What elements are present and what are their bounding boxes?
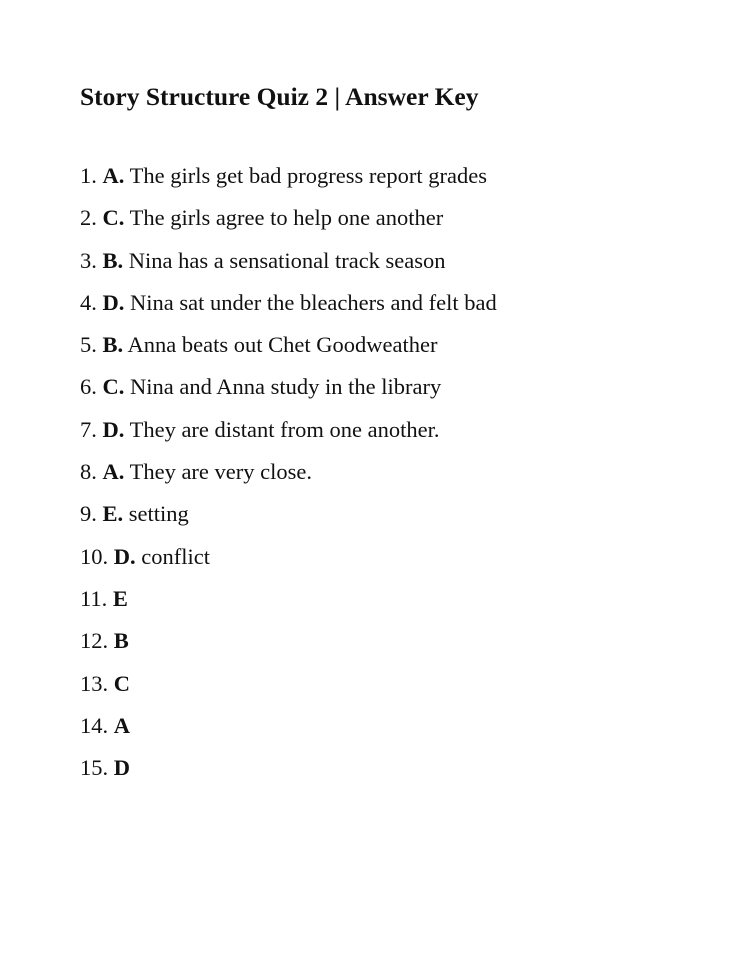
answer-text: Nina and Anna study in the library xyxy=(130,374,442,400)
answer-item xyxy=(80,499,497,541)
answer-item xyxy=(80,669,497,711)
answer-item xyxy=(80,542,497,584)
answer-letter: A xyxy=(113,712,130,738)
answer-letter: D xyxy=(113,755,130,781)
answer-letter: A. xyxy=(102,163,125,188)
answer-item xyxy=(80,753,497,795)
answer-item xyxy=(80,711,497,753)
answer-item xyxy=(80,415,497,457)
answer-letter: C xyxy=(113,670,130,696)
answer-number: 11. xyxy=(80,585,108,611)
answer-letter: B. xyxy=(102,247,124,273)
answer-text: conflict xyxy=(141,543,210,569)
answer-number: 1. xyxy=(80,163,97,188)
answer-number: 14. xyxy=(80,712,109,738)
page-title: Story Structure Quiz 2 | Answer Key xyxy=(80,82,479,111)
answer-text: The girls agree to help one another xyxy=(129,205,444,231)
answer-number: 2. xyxy=(80,205,97,231)
answer-number: 13. xyxy=(80,670,109,696)
answer-item xyxy=(80,584,497,626)
answer-item xyxy=(80,372,497,414)
answer-letter: A. xyxy=(102,459,125,485)
answer-number: 15. xyxy=(80,755,109,781)
answer-letter: D. xyxy=(102,289,125,315)
answer-item xyxy=(80,457,497,499)
answer-number: 10. xyxy=(80,543,109,569)
answer-number: 4. xyxy=(80,289,97,315)
answer-item xyxy=(80,330,497,372)
answer-text: The girls get bad progress report grades xyxy=(129,163,487,188)
answer-letter: B xyxy=(113,628,129,654)
answer-text: setting xyxy=(128,501,189,527)
answer-item xyxy=(80,161,497,203)
answer-letter: E. xyxy=(102,501,124,527)
answer-number: 7. xyxy=(80,416,97,442)
answer-letter: C. xyxy=(102,205,125,231)
answer-number: 6. xyxy=(80,374,97,400)
answer-item xyxy=(80,203,497,245)
answer-letter: E xyxy=(112,585,128,611)
answer-number: 12. xyxy=(80,628,109,654)
answer-number: 3. xyxy=(80,247,97,273)
answer-letter: C. xyxy=(102,374,125,400)
answer-text: They are distant from one another. xyxy=(129,416,440,442)
answer-text: Anna beats out Chet Goodweather xyxy=(127,332,438,358)
answer-number: 5. xyxy=(80,332,97,358)
answer-number: 8. xyxy=(80,459,97,485)
answer-item xyxy=(80,246,497,288)
answer-letter: D. xyxy=(113,543,136,569)
answer-text: Nina has a sensational track season xyxy=(128,247,446,273)
answer-text: They are very close. xyxy=(129,459,312,485)
answer-item xyxy=(80,626,497,668)
answer-letter: D. xyxy=(102,416,125,442)
answer-letter: B. xyxy=(102,332,124,358)
answer-item xyxy=(80,288,497,330)
answer-text: Nina sat under the bleachers and felt bad xyxy=(130,289,497,315)
answer-number: 9. xyxy=(80,501,97,527)
answer-list xyxy=(80,161,497,795)
